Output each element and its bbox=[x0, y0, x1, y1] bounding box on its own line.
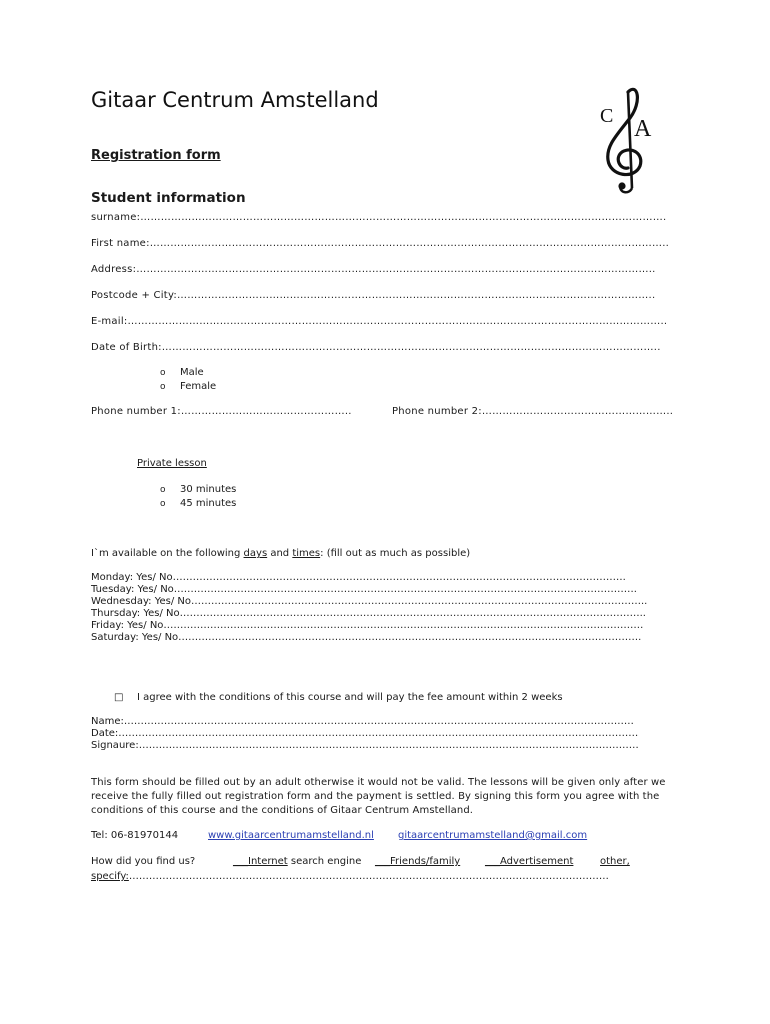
availability-thursday[interactable]: Thursday: Yes/ No………………………………………………………………………………………………………………………….. bbox=[91, 608, 646, 619]
radio-bullet-icon[interactable]: o bbox=[160, 499, 166, 509]
signature-field[interactable]: Signaure:…………………………………………………………………………………………………………………………………… bbox=[91, 740, 639, 751]
find-option-ad[interactable] bbox=[485, 856, 573, 867]
internet-label: Internet bbox=[248, 856, 288, 867]
availability-monday[interactable]: Monday: Yes/ No………………………………………………………………………………………………………………………. bbox=[91, 572, 626, 583]
date-of-birth-field[interactable] bbox=[91, 342, 661, 353]
address-field[interactable] bbox=[91, 264, 656, 275]
phone-1-line[interactable]: ………………………………………….. bbox=[180, 406, 352, 417]
find-option-other[interactable]: other, bbox=[600, 856, 630, 867]
postcode-city-line[interactable]: ………………………………………………………………………………………………………………………….. bbox=[177, 290, 656, 301]
availability-friday[interactable]: Friday: Yes/ No……………………………………………………………………………………………………………………………… bbox=[91, 620, 644, 631]
first-name-line[interactable]: …………………………………………………………………………………………………………………………………….. bbox=[149, 238, 670, 249]
email-line[interactable]: ………………………………………………………………………………………………………………………………………….. bbox=[127, 316, 668, 327]
website-link[interactable]: www.gitaarcentrumamstelland.nl bbox=[208, 830, 374, 841]
surname-label: surname: bbox=[91, 212, 141, 223]
postcode-city-field[interactable] bbox=[91, 290, 655, 301]
phone-1-label: Phone number 1: bbox=[91, 406, 181, 417]
availability-wednesday[interactable]: Wednesday: Yes/ No……………………………………………………………………………………………………………………….. bbox=[91, 596, 648, 607]
internet-blank[interactable]: ___ bbox=[233, 856, 248, 867]
date-of-birth-line[interactable]: ……………………………………………………………………………………………………………………………….. bbox=[161, 342, 661, 353]
availability-intro bbox=[91, 548, 470, 559]
postcode-city-label: Postcode + City: bbox=[91, 290, 178, 301]
find-option-friends[interactable] bbox=[375, 856, 460, 867]
first-name-field[interactable] bbox=[91, 238, 669, 249]
logo-letter-c: C bbox=[600, 105, 614, 127]
logo-letter-a: A bbox=[634, 116, 652, 142]
availability-and-word: and bbox=[267, 548, 293, 559]
agree-checkbox[interactable]: □ bbox=[114, 692, 124, 703]
lesson-option-45[interactable] bbox=[160, 498, 236, 509]
availability-intro-text: I`m available on the following bbox=[91, 548, 244, 559]
address-label: Address: bbox=[91, 264, 137, 275]
phone-1-field[interactable] bbox=[91, 406, 352, 417]
ad-blank[interactable]: ___ bbox=[485, 856, 500, 867]
name-field[interactable]: Name:……………………………………………………………………………………………………………………………………… bbox=[91, 716, 634, 727]
lesson-option-30[interactable] bbox=[160, 484, 236, 495]
page-title: Gitaar Centrum Amstelland bbox=[91, 88, 379, 112]
surname-field[interactable] bbox=[91, 212, 666, 223]
treble-clef-icon bbox=[598, 84, 668, 196]
radio-bullet-icon[interactable]: o bbox=[160, 382, 166, 392]
date-field[interactable]: Date:………………………………………………………………………………………………………………………………………… bbox=[91, 728, 639, 739]
specify-line[interactable]: ……………………………………………………………………………………………………………………………… bbox=[128, 871, 609, 882]
internet-label-rest: search engine bbox=[287, 856, 362, 867]
availability-days-word: days bbox=[243, 548, 268, 559]
date-of-birth-label: Date of Birth: bbox=[91, 342, 162, 353]
phone-2-line[interactable]: ……………………………………………….. bbox=[481, 406, 674, 417]
find-option-internet[interactable] bbox=[233, 856, 361, 867]
radio-bullet-icon[interactable]: o bbox=[160, 368, 166, 378]
lesson-45-label: 45 minutes bbox=[180, 498, 237, 509]
friends-blank[interactable]: ___ bbox=[375, 856, 390, 867]
email-link[interactable]: gitaarcentrumamstelland@gmail.com bbox=[398, 830, 588, 841]
private-lesson-heading: Private lesson bbox=[137, 458, 207, 469]
phone-2-label: Phone number 2: bbox=[392, 406, 482, 417]
availability-intro-tail: : (fill out as much as possible) bbox=[320, 548, 471, 559]
phone-2-field[interactable] bbox=[392, 406, 673, 417]
first-name-label: First name: bbox=[91, 238, 150, 249]
student-info-heading: Student information bbox=[91, 190, 246, 206]
gender-option-female[interactable] bbox=[160, 381, 216, 392]
lesson-30-label: 30 minutes bbox=[180, 484, 237, 495]
gender-female-label: Female bbox=[180, 381, 217, 392]
address-line[interactable]: …………………………………………………………………………………………………………………………………….. bbox=[136, 264, 656, 275]
find-us-label: How did you find us? bbox=[91, 856, 196, 867]
gender-male-label: Male bbox=[180, 367, 204, 378]
email-label: E-mail: bbox=[91, 316, 128, 327]
friends-label: Friends/family bbox=[390, 856, 461, 867]
surname-line[interactable]: ………………………………………………………………………………………………………………………………………. bbox=[140, 212, 667, 223]
telephone-text: Tel: 06-81970144 bbox=[91, 830, 179, 841]
gender-option-male[interactable] bbox=[160, 367, 204, 378]
specify-field[interactable] bbox=[91, 871, 609, 882]
radio-bullet-icon[interactable]: o bbox=[160, 485, 166, 495]
specify-label: specify: bbox=[91, 871, 129, 882]
ad-label: Advertisement bbox=[500, 856, 574, 867]
form-subtitle: Registration form bbox=[91, 148, 221, 163]
terms-paragraph: This form should be filled out by an adult otherwise it would not be valid. The lessons will be given only after we receive the fully filled out registration form and the payment is settled. By signing this form you agree with the conditions of this course and the conditions of Gitaar Centrum Amstelland. bbox=[91, 777, 666, 816]
availability-times-word: times bbox=[292, 548, 321, 559]
agree-text: I agree with the conditions of this course and will pay the fee amount within 2 weeks bbox=[137, 692, 563, 703]
availability-saturday[interactable]: Saturday: Yes/ No…………………………………………………………………………………………………………………………. bbox=[91, 632, 642, 643]
email-field[interactable] bbox=[91, 316, 667, 327]
availability-tuesday[interactable]: Tuesday: Yes/ No…………………………………………………………………………………………………………………………. bbox=[91, 584, 637, 595]
logo bbox=[598, 84, 668, 196]
